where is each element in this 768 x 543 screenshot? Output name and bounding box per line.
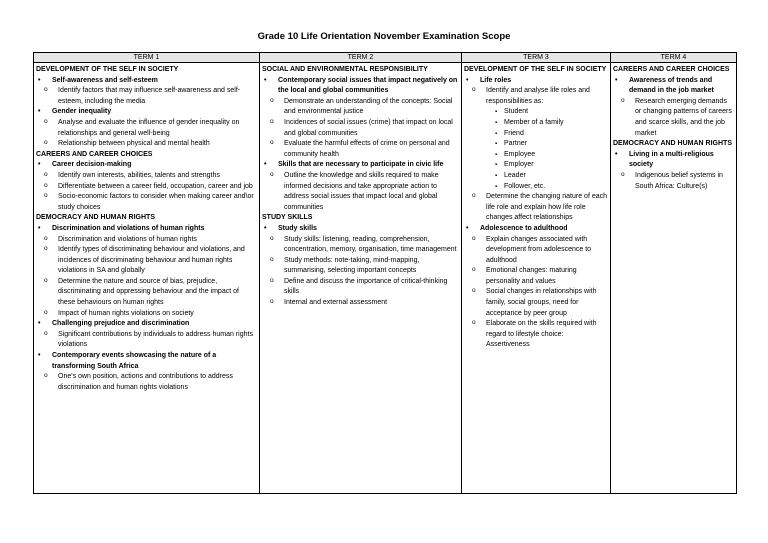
term-1-header: TERM 1 [34, 53, 260, 63]
section-heading: CAREERS AND CAREER CHOICES [613, 66, 730, 73]
term-4-column [611, 63, 737, 494]
subtopic-item: o Explain changes associated with development from adolescence to adulthood [464, 235, 608, 267]
subtopic-item: o Analyse and evaluate the influence of gender inequality on relationships and general well-being [36, 118, 257, 139]
term-1-column [34, 63, 260, 494]
role-item: ▪ Leader [492, 171, 608, 182]
subtopic-item: o Discrimination and violations of human rights [36, 235, 257, 246]
role-item: ▪ Student [492, 107, 608, 118]
topic-item: • Living in a multi-religious society o Indigenous belief systems in South Africa: Culture(s) [613, 150, 734, 192]
topic-item: • Career decision-making o Identify own interests, abilities, talents and strengths o Differentiate between a career field, occupation, career and job o Socio-economic factors to consider when making career and\or study choices [36, 160, 257, 213]
term-3-column [462, 63, 611, 494]
subtopic-item: o Identify own interests, abilities, talents and strengths [36, 171, 257, 182]
role-item: ▪ Follower, etc. [492, 182, 608, 193]
section-heading: DEVELOPMENT OF THE SELF IN SOCIETY [464, 66, 607, 73]
subtopic-item: o Impact of human rights violations on society [36, 309, 257, 320]
subtopic-item: o Identify factors that may influence self-awareness and self-esteem, including the media [36, 86, 257, 107]
role-item: ▪ Friend [492, 129, 608, 140]
subtopic-item: o Study methods: note-taking, mind-mapping, summarising, selecting important concepts [262, 256, 459, 277]
subtopic-item: o Research emerging demands or changing patterns of careers and scarce skills, and the job market [613, 97, 734, 139]
subtopic-item: o Significant contributions by individuals to address human rights violations [36, 330, 257, 351]
subtopic-item: o Evaluate the harmful effects of crime on personal and community health [262, 139, 459, 160]
subtopic-item: o Identify types of discriminating behaviour and violations, and incidences of discriminating behaviour and human rights violations in SA and globally [36, 245, 257, 277]
term-2-column [260, 63, 462, 494]
subtopic-item: o Internal and external assessment [262, 298, 459, 309]
role-item: ▪ Partner [492, 139, 608, 150]
section-heading: DEVELOPMENT OF THE SELF IN SOCIETY [36, 66, 179, 73]
subtopic-item: o Outline the knowledge and skills required to make informed decisions and take appropriate action to address social issues that impact local and global communities [262, 171, 459, 213]
subtopic-item: o Indigenous belief systems in South Africa: Culture(s) [613, 171, 734, 192]
subtopic-item: o Incidences of social issues (crime) that impact on local and global communities [262, 118, 459, 139]
role-item: ▪ Employee [492, 150, 608, 161]
topic-item: • Awareness of trends and demand in the job market o Research emerging demands or changing patterns of careers and scarce skills, and the job market [613, 76, 734, 140]
header-row [34, 53, 737, 63]
section-heading: CAREERS AND CAREER CHOICES [36, 150, 153, 158]
term-4-header: TERM 4 [611, 53, 737, 63]
topic-item: • Self-awareness and self-esteem o Identify factors that may influence self-awareness and self-esteem, including the media [36, 76, 257, 108]
subtopic-item: o Demonstrate an understanding of the concepts: Social and environmental justice [262, 97, 459, 118]
topic-item: • Adolescence to adulthood o Explain changes associated with development from adolescence to adulthood o Emotional changes: maturing personality and values o Social changes in relationships with family, social groups, need for acceptance by peer group o Elaborate on the skills required with regard to lifestyle choice: Assertiveness [464, 224, 608, 351]
subtopic-item: o Socio-economic factors to consider when making career and\or study choices [36, 192, 257, 213]
subtopic-item: o Identify and analyse life roles and responsibilities as: ▪ Student ▪ Member of a family ▪ Friend ▪ Partner ▪ Employee ▪ Employer ▪ Leader ▪ Follower, etc. [464, 86, 608, 192]
section-heading: DEMOCRACY AND HUMAN RIGHTS [613, 140, 732, 148]
topic-item: • Gender inequality o Analyse and evaluate the influence of gender inequality on relationships and general well-being o Relationship between physical and mental health [36, 107, 257, 149]
subtopic-item: o Define and discuss the importance of critical-thinking skills [262, 277, 459, 298]
term-2-header: TERM 2 [260, 53, 462, 63]
term-3-header: TERM 3 [462, 53, 611, 63]
document-title: Grade 10 Life Orientation November Examination Scope [257, 31, 511, 42]
subtopic-item: o Differentiate between a career field, occupation, career and job [36, 182, 257, 193]
subtopic-item: o Determine the nature and source of bias, prejudice, discriminating and oppressing behaviour and the impact of these behaviours on human rights [36, 277, 257, 309]
exam-scope-table [33, 52, 737, 494]
topic-item: • Discrimination and violations of human rights o Discrimination and violations of human rights o Identify types of discriminating behaviour and violations, and incidences of discriminating behaviour and human rights violations in SA and globally o Determine the nature and source of bias, prejudice, discriminating and oppressing behaviour and the impact of these behaviours on human rights o Impact of human rights violations on society [36, 224, 257, 319]
topic-item: • Challenging prejudice and discrimination o Significant contributions by individuals to address human rights violations [36, 319, 257, 351]
section-heading: DEMOCRACY AND HUMAN RIGHTS [36, 214, 155, 222]
subtopic-item: o Social changes in relationships with family, social groups, need for acceptance by peer group [464, 287, 608, 319]
role-item: ▪ Employer [492, 160, 608, 171]
subtopic-item: o Relationship between physical and mental health [36, 139, 257, 150]
topic-item: • Contemporary events showcasing the nature of a transforming South Africa o One's own position, actions and contributions to address discrimination and human rights violations [36, 351, 257, 393]
topic-item: • Skills that are necessary to participate in civic life o Outline the knowledge and skills required to make informed decisions and take appropriate action to address social issues that impact local and global communities [262, 160, 459, 213]
topic-item: • Contemporary social issues that impact negatively on the local and global communities o Demonstrate an understanding of the concepts: Social and environmental justice o Incidences of social issues (crime) that impact on local and global communities o Evaluate the harmful effects of crime on personal and community health [262, 76, 459, 161]
section-heading: STUDY SKILLS [262, 214, 313, 222]
subtopic-item: o Emotional changes: maturing personality and values [464, 266, 608, 287]
subtopic-item: o Determine the changing nature of each life role and explain how life role changes affect relationships [464, 192, 608, 224]
topic-item: • Study skills o Study skills: listening, reading, comprehension, concentration, memory, organisation, time management o Study methods: note-taking, mind-mapping, summarising, selecting important concepts o Define and discuss the importance of critical-thinking skills o Internal and external assessment [262, 224, 459, 309]
subtopic-item: o One's own position, actions and contributions to address discrimination and human rights violations [36, 372, 257, 393]
subtopic-item: o Elaborate on the skills required with regard to lifestyle choice: Assertiveness [464, 319, 608, 351]
subtopic-item: o Study skills: listening, reading, comprehension, concentration, memory, organisation, time management [262, 235, 459, 256]
role-item: ▪ Member of a family [492, 118, 608, 129]
content-row [34, 63, 737, 494]
section-heading: SOCIAL AND ENVIRONMENTAL RESPONSIBILITY [262, 66, 428, 73]
topic-item: • Life roles o Identify and analyse life roles and responsibilities as: ▪ Student ▪ Member of a family ▪ Friend ▪ Partner ▪ Employee ▪ Employer ▪ Leader ▪ Follower, etc. o Determine the changing nature of each life role and explain how life role changes affect relationships [464, 76, 608, 224]
